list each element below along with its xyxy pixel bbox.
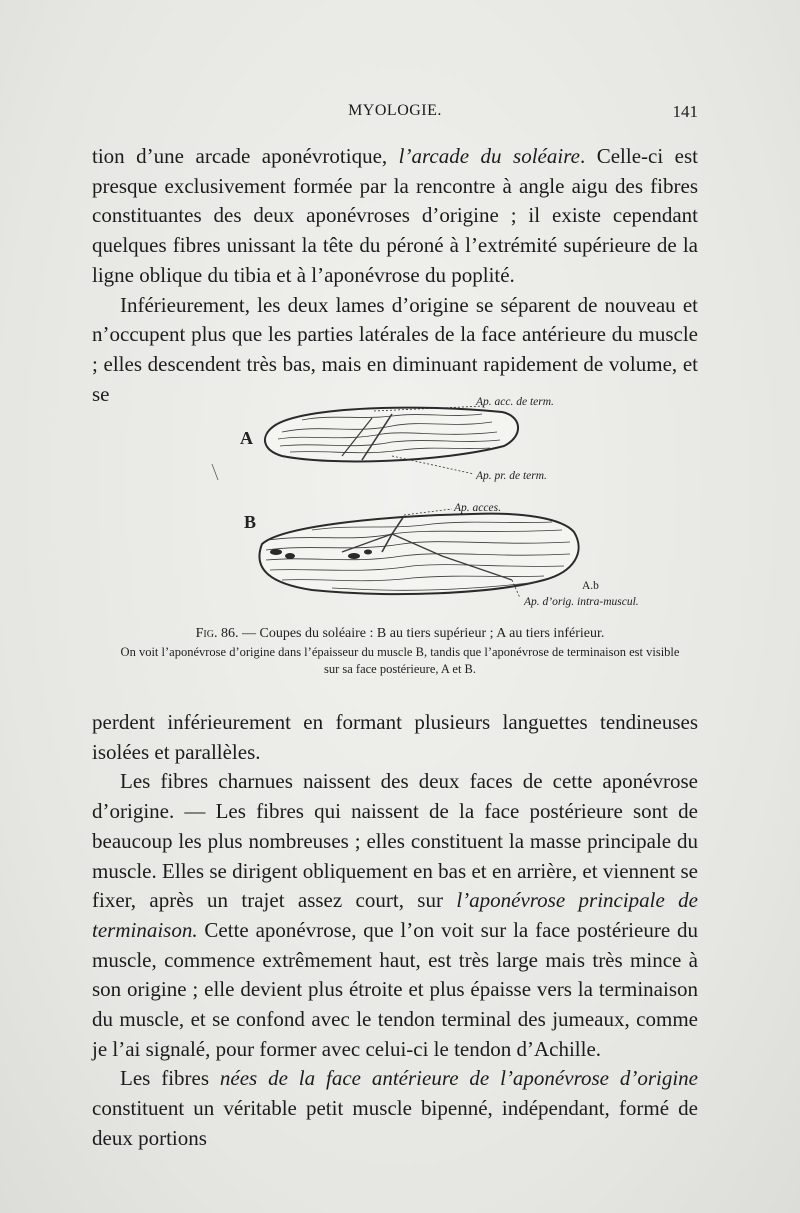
paragraph-4-text-a: Les fibres charnues naissent des deux faces de cette aponévrose d’origine. — Les fibres qui naissent de la face postérieure sont de beaucoup les plus nombreuses ; elles constituent la masse principale du muscle. Elles se dirigent obliquement en bas et en arrière, et viennent se fixer, après un trajet assez court, sur bbox=[92, 769, 698, 913]
body-text-top bbox=[92, 142, 698, 409]
annotation-ap-acc-term: Ap. acc. de term. bbox=[476, 396, 554, 408]
paragraph-4-italic: l’aponévrose principale de terminaison. bbox=[92, 888, 699, 942]
annotation-ap-pr-term: Ap. pr. de term. bbox=[476, 470, 547, 482]
paragraph-1-text-b: . Celle-ci est presque exclusivement formée par la rencontre à angle aigu des fibres constituantes des deux aponévroses d’origine ; il existe cependant quelques fibres unissant la tête du péroné à l’extrémité supérieure de la ligne oblique du tibia et à l’aponévrose du poplité. bbox=[92, 144, 698, 287]
caption-title: — Coupes du soléaire : B au tiers supérieur ; A au tiers inférieur. bbox=[238, 626, 605, 641]
figure-label-b: B bbox=[244, 512, 257, 532]
figure-86 bbox=[92, 384, 698, 606]
paragraph-4-text-b: Cette aponévrose, que l’on voit sur la face postérieure du muscle, commence extrêmement haut, est très large mais très mince à son origine ; elle devient plus étroite et plus épaisse vers la terminaison du muscle, et se confond avec le tendon terminal des jumeaux, comme je l’ai signalé, pour former avec celui-ci le tendon d’Achille. bbox=[92, 917, 698, 1061]
caption-line-1 bbox=[120, 624, 680, 644]
muscle-section-drawing bbox=[92, 384, 698, 606]
paragraph-2: Inférieurement, les deux lames d’origine se séparent de nouveau et n’occupent plus que les parties latérales de la face antérieure du muscle ; elles descendent très bas, mais en diminuant rapidement de volume, et se bbox=[92, 292, 698, 406]
running-head: MYOLOGIE. bbox=[348, 102, 442, 119]
figure-label-a: A bbox=[240, 428, 253, 448]
annotation-ap-acces: Ap. acces. bbox=[454, 502, 501, 514]
caption-figure-number: Fig. 86. bbox=[195, 626, 239, 641]
page-header bbox=[92, 100, 698, 126]
paragraph-4 bbox=[92, 767, 698, 1064]
paragraph-5-text-b: constituent un véritable petit muscle bipenné, indépendant, formé de deux portions bbox=[92, 1096, 698, 1150]
paragraph-5-text-a: Les fibres bbox=[120, 1066, 220, 1091]
paragraph-5 bbox=[92, 1064, 698, 1153]
paragraph-3: perdent inférieurement en formant plusieurs languettes tendineuses isolées et parallèles. bbox=[92, 710, 698, 764]
paragraph-5-italic: nées de la face antérieure de l’aponévrose d’origine bbox=[219, 1066, 698, 1091]
body-text-bottom bbox=[92, 708, 698, 1154]
paragraph-1-text-a: tion d’une arcade aponévrotique, bbox=[92, 144, 399, 168]
figure-caption bbox=[120, 624, 680, 678]
paragraph-1 bbox=[92, 142, 698, 291]
page-number: 141 bbox=[672, 102, 698, 121]
paragraph-1-italic: l’arcade du soléaire bbox=[398, 144, 580, 168]
caption-line-2: On voit l’aponévrose d’origine dans l’épaisseur du muscle B, tandis que l’aponévrose de terminaison est visible sur sa face postérieure, A et B. bbox=[120, 645, 680, 676]
annotation-small-mark: A.b bbox=[582, 580, 599, 592]
annotation-ap-orig: Ap. d’orig. intra-muscul. bbox=[524, 596, 639, 608]
